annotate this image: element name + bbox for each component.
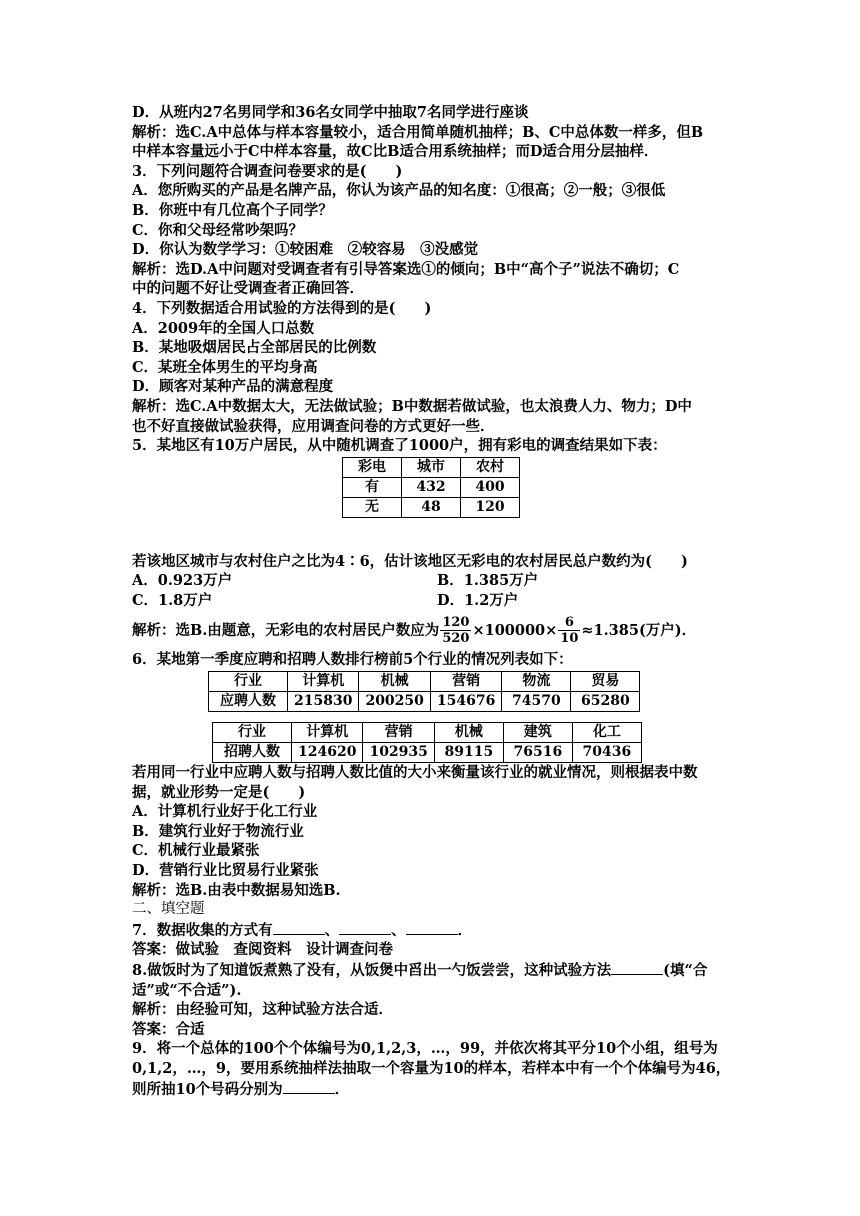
table-cell: 城市 bbox=[402, 457, 461, 477]
table-cell: 化工 bbox=[572, 723, 641, 743]
table-cell: 74570 bbox=[502, 692, 571, 712]
table-cell: 机械 bbox=[434, 723, 503, 743]
solution-mid: ×100000× bbox=[472, 621, 558, 639]
option-a: A．0.923万户 bbox=[132, 572, 233, 590]
text-line: 据，就业形势一定是( ) bbox=[132, 783, 306, 801]
question-6-stem: 6．某地第一季度应聘和招聘人数排行榜前5个行业的情况列表如下： bbox=[132, 651, 573, 669]
solution-prefix: 解析：选B.由题意，无彩电的农村居民户数应为 bbox=[132, 621, 440, 639]
text-line: 解析：选C.A中总体与样本容量较小，适合用简单随机抽样；B、C中总体数一样多，但B bbox=[132, 123, 704, 141]
table-cell: 65280 bbox=[571, 692, 640, 712]
answer-blank bbox=[283, 1079, 335, 1094]
q9-prefix: 则所抽10个号码分别为 bbox=[132, 1080, 283, 1098]
fraction-denominator: 520 bbox=[442, 630, 470, 646]
table-cell: 彩电 bbox=[343, 457, 402, 477]
option-line: D．顾客对某种产品的满意程度 bbox=[132, 378, 334, 396]
q7-end: ． bbox=[457, 921, 473, 939]
table-cell: 124620 bbox=[292, 743, 363, 763]
table-row bbox=[213, 743, 642, 763]
option-c: C．1.8万户 bbox=[132, 591, 213, 609]
fraction-numerator: 120 bbox=[442, 614, 470, 630]
table-cell: 215830 bbox=[288, 692, 359, 712]
option-line: B．你班中有几位高个子同学？ bbox=[132, 201, 333, 219]
fraction bbox=[558, 615, 580, 646]
question-5-ratio-stem: 若该地区城市与农村住户之比为4∶6，估计该地区无彩电的农村居民总户数约为( ) bbox=[132, 552, 688, 570]
table-cell: 机械 bbox=[359, 672, 430, 692]
option-d: D．1.2万户 bbox=[437, 591, 519, 609]
table-row bbox=[343, 497, 520, 517]
solution-suffix: ≈1.385(万户)． bbox=[581, 621, 697, 639]
question-4-stem: 4．下列数据适合用试验的方法得到的是( ) bbox=[132, 299, 432, 317]
answer-blank bbox=[273, 920, 325, 935]
text-line: 中样本容量远小于C中样本容量，故C比B适合用系统抽样；而D适合用分层抽样． bbox=[132, 143, 659, 161]
table-cell: 70436 bbox=[572, 743, 641, 763]
option-line: C．你和父母经常吵架吗？ bbox=[132, 221, 304, 239]
options-row bbox=[132, 591, 738, 611]
text-line bbox=[132, 1079, 738, 1100]
spacer bbox=[132, 518, 738, 552]
fraction-numerator: 6 bbox=[558, 615, 580, 631]
option-line: B．建筑行业好于物流行业 bbox=[132, 822, 304, 840]
hiring-table bbox=[212, 722, 642, 763]
table-cell: 计算机 bbox=[288, 672, 359, 692]
table-cell: 76516 bbox=[503, 743, 572, 763]
text-line: 解析：选D.A中问题对受调查者有引导答案选①的倾向；B中“高个子”说法不确切；C bbox=[132, 260, 680, 278]
question-8-solution: 解析：由经验可知，这种试验方法合适． bbox=[132, 1001, 393, 1019]
table-cell: 48 bbox=[402, 497, 461, 517]
table-cell: 432 bbox=[402, 477, 461, 497]
question-7-answer: 答案：做试验 查阅资料 设计调查问卷 bbox=[132, 941, 393, 959]
q7-sep: 、 bbox=[324, 921, 340, 939]
text-line: 解析：选C.A中数据太大，无法做试验；B中数据若做试验，也太浪费人力、物力；D中 bbox=[132, 397, 692, 415]
answer-blank bbox=[339, 920, 391, 935]
question-9-stem: 9．将一个总体的100个个体编号为0,1,2,3，…，99，并依次将其平分10个小组，组号为 bbox=[132, 1040, 718, 1058]
section-heading: 二、填空题 bbox=[132, 901, 205, 918]
applicants-table bbox=[208, 671, 640, 712]
text-line: 若用同一行业中应聘人数与招聘人数比值的大小来衡量该行业的就业情况，则根据表中数 bbox=[132, 764, 698, 782]
option-line: D．你认为数学学习：①较困难 ②较容易 ③没感觉 bbox=[132, 241, 479, 259]
table-cell: 招聘人数 bbox=[213, 743, 292, 763]
table-cell: 102935 bbox=[363, 743, 434, 763]
question-8-stem bbox=[132, 960, 738, 981]
page-content bbox=[132, 103, 738, 1099]
table-cell: 行业 bbox=[209, 672, 288, 692]
table-cell: 应聘人数 bbox=[209, 692, 288, 712]
question-5-stem: 5．某地区有10万户居民，从中随机调查了1000户，拥有彩电的调查结果如下表： bbox=[132, 437, 667, 455]
table-cell: 400 bbox=[461, 477, 520, 497]
tv-survey-table bbox=[342, 457, 520, 518]
text-line: 解析：选B.由表中数据易知选B. bbox=[132, 881, 341, 899]
option-line: A．2009年的全国人口总数 bbox=[132, 319, 315, 337]
text-line: 也不好直接做试验获得，应用调查问卷的方式更好一些． bbox=[132, 417, 495, 435]
table-cell: 200250 bbox=[359, 692, 430, 712]
table-cell: 无 bbox=[343, 497, 402, 517]
option-b: B．1.385万户 bbox=[437, 572, 539, 590]
table-row bbox=[209, 672, 640, 692]
fraction bbox=[440, 615, 471, 646]
option-line: B．某地吸烟居民占全部居民的比例数 bbox=[132, 339, 377, 357]
table-cell: 营销 bbox=[430, 672, 501, 692]
table-cell: 计算机 bbox=[292, 723, 363, 743]
question-5-solution bbox=[132, 610, 738, 650]
q9-end: ． bbox=[334, 1080, 350, 1098]
option-line: D．营销行业比贸易行业紧张 bbox=[132, 862, 319, 880]
q8-part2: (填“合 bbox=[663, 962, 708, 979]
table-cell: 154676 bbox=[430, 692, 501, 712]
table-cell: 建筑 bbox=[503, 723, 572, 743]
option-line: A．您所购买的产品是名牌产品，你认为该产品的知名度：①很高；②一般；③很低 bbox=[132, 182, 666, 200]
question-3-stem: 3．下列问题符合调查问卷要求的是( ) bbox=[132, 162, 403, 180]
table-row bbox=[343, 477, 520, 497]
q7-sep: 、 bbox=[391, 921, 406, 939]
question-6-text-block bbox=[132, 763, 738, 920]
table-row bbox=[213, 723, 642, 743]
table-cell: 营销 bbox=[363, 723, 434, 743]
q8-part1: 8.做饭时为了知道饭煮熟了没有，从饭煲中舀出一勺饭尝尝，这种试验方法 bbox=[132, 962, 612, 979]
table-row bbox=[209, 692, 640, 712]
text-line: 中的问题不好让受调查者正确回答． bbox=[132, 280, 364, 298]
option-line: C．机械行业最紧张 bbox=[132, 842, 260, 860]
q7-prefix: 7．数据收集的方式有 bbox=[132, 921, 273, 939]
table-cell: 农村 bbox=[461, 457, 520, 477]
text-line: 0,1,2，…，9，要用系统抽样法抽取一个容量为10的样本，若样本中有一个个体编号为46， bbox=[132, 1059, 731, 1077]
fraction-denominator: 10 bbox=[560, 630, 579, 646]
question-7-stem bbox=[132, 920, 738, 941]
answer-blank bbox=[406, 920, 458, 935]
table-row bbox=[343, 457, 520, 477]
table-cell: 89115 bbox=[434, 743, 503, 763]
options-row bbox=[132, 571, 738, 591]
table-cell: 物流 bbox=[502, 672, 571, 692]
question-8-answer: 答案：合适 bbox=[132, 1020, 205, 1038]
option-line: A．计算机行业好于化工行业 bbox=[132, 803, 318, 821]
table-cell: 有 bbox=[343, 477, 402, 497]
option-line: C．某班全体男生的平均身高 bbox=[132, 358, 318, 376]
table-cell: 贸易 bbox=[571, 672, 640, 692]
table-cell: 行业 bbox=[213, 723, 292, 743]
top-text-block bbox=[132, 103, 738, 456]
answer-blank bbox=[611, 960, 663, 975]
table-cell: 120 bbox=[461, 497, 520, 517]
text-line: 适”或“不合适”). bbox=[132, 981, 242, 999]
text-line: D．从班内27名男同学和36名女同学中抽取7名同学进行座谈 bbox=[132, 104, 529, 121]
